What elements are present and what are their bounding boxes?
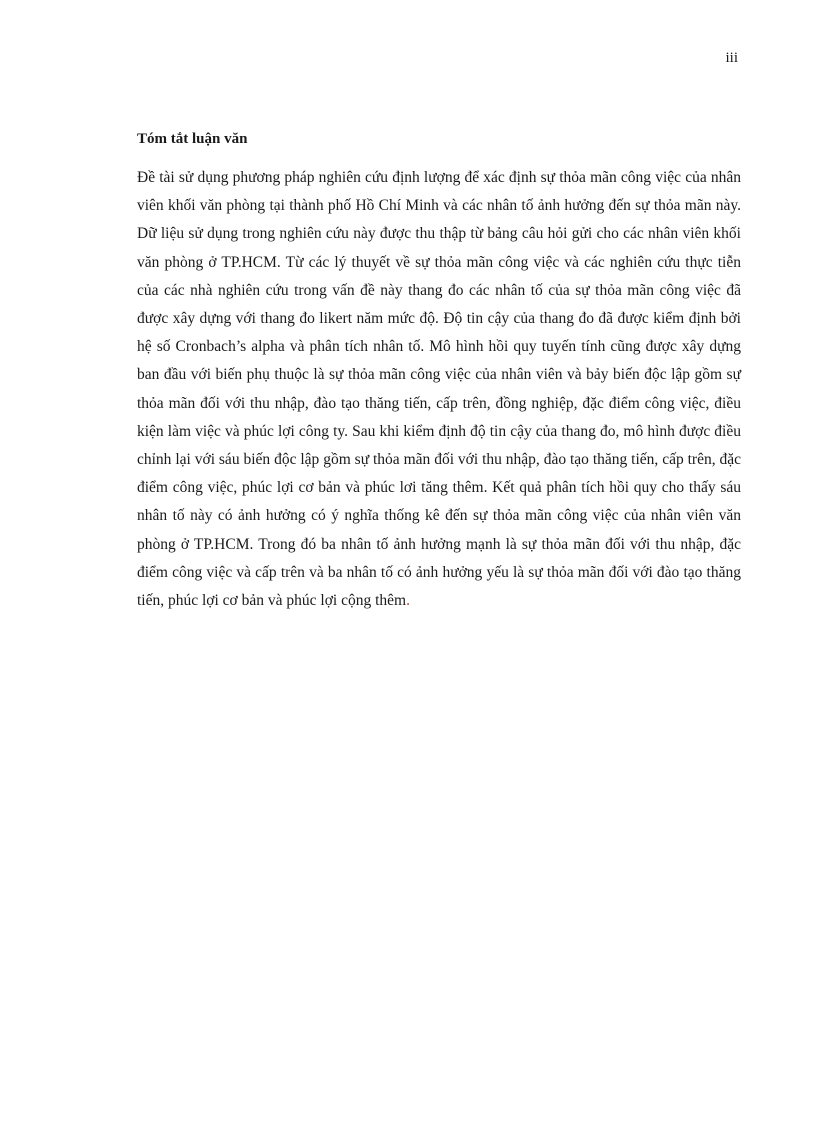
page-number: iii: [725, 50, 738, 66]
abstract-text: Đề tài sử dụng phương pháp nghiên cứu định lượng để xác định sự thỏa mãn công việc của nhân viên khối văn phòng tại thành phố Hồ Chí Minh và các nhân tố ảnh hưởng đến sự thỏa mãn này. Dữ liệu sử dụng trong nghiên cứu này được thu thập từ bảng câu hỏi gửi cho các nhân viên khối văn phòng ở TP.HCM. Từ các lý thuyết về sự thỏa mãn công việc và các nghiên cứu thực tiễn của các nhà nghiên cứu trong vấn đề này thang đo các nhân tố của sự thỏa mãn công việc đã được xây dựng với thang đo likert năm mức độ. Độ tin cậy của thang đo đã được kiểm định bởi hệ số Cronbach’s alpha và phân tích nhân tố. Mô hình hồi quy tuyến tính cũng được xây dựng ban đầu với biến phụ thuộc là sự thỏa mãn công việc của nhân viên và bảy biến độc lập gồm sự thỏa mãn đối với thu nhập, đào tạo thăng tiến, cấp trên, đồng nghiệp, đặc điểm công việc, điều kiện làm việc và phúc lợi công ty. Sau khi kiểm định độ tin cậy của thang đo, mô hình được điều chỉnh lại với sáu biến độc lập gồm sự thỏa mãn đối với thu nhập, đào tạo thăng tiến, cấp trên, đặc điểm công việc, phúc lợi cơ bản và phúc lơi tăng thêm. Kết quả phân tích hồi quy cho thấy sáu nhân tố này có ảnh hưởng có ý nghĩa thống kê đến sự thỏa mãn công việc của nhân viên văn phòng ở TP.HCM. Trong đó ba nhân tố ảnh hưởng mạnh là sự thỏa mãn đối với thu nhập, đặc điểm công việc và cấp trên và ba nhân tố có ảnh hưởng yếu là sự thỏa mãn đối với đào tạo thăng tiến, phúc lợi cơ bản và phúc lợi cộng thêm: [137, 169, 741, 610]
document-body: [137, 128, 741, 615]
abstract-final-period: .: [406, 592, 410, 610]
abstract-paragraph: [137, 164, 741, 615]
section-title: Tóm tắt luận văn: [137, 131, 248, 147]
